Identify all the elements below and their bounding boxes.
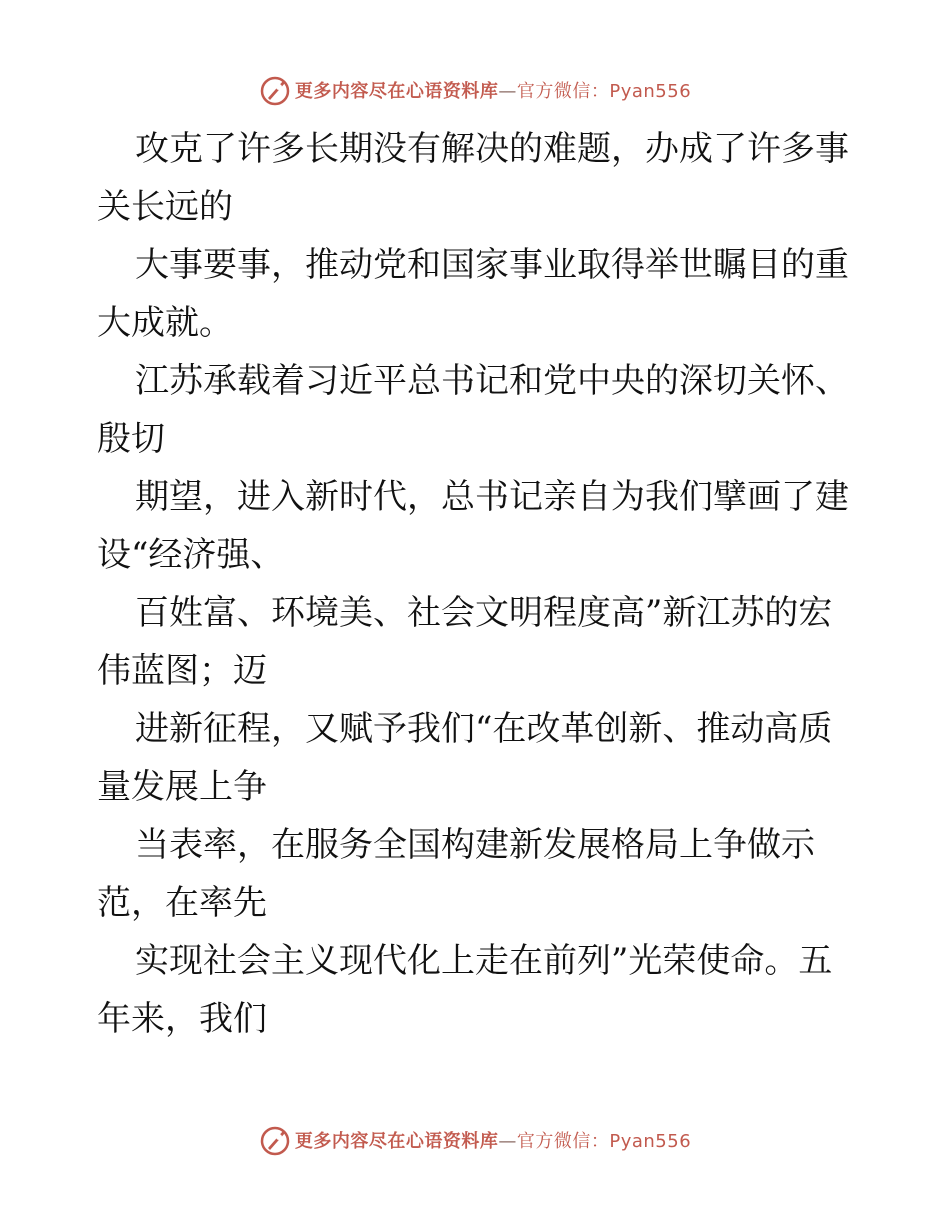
- quill-logo-icon: [259, 1124, 291, 1156]
- header-banner: [0, 70, 950, 110]
- text-line: 伟蓝图；迈: [97, 651, 267, 691]
- text-line: 攻克了许多长期没有解决的难题，办成了许多事: [135, 129, 849, 169]
- text-line: 设“经济强、: [97, 535, 285, 575]
- text-line: 量发展上争: [97, 767, 267, 807]
- header-separator: —: [498, 81, 517, 102]
- text-line: 百姓富、环境美、社会文明程度高”新江苏的宏: [135, 593, 833, 633]
- text-line: 实现社会主义现代化上走在前列”光荣使命。五: [135, 941, 833, 981]
- footer-banner: [0, 1120, 950, 1160]
- footer-banner-text: [295, 1127, 691, 1153]
- header-site-name: 更多内容尽在心语资料库: [294, 81, 499, 102]
- text-line: 大成就。: [97, 303, 233, 343]
- text-line: 范，在率先: [97, 883, 267, 923]
- text-line: 殷切: [97, 419, 165, 459]
- text-line: 大事要事，推动党和国家事业取得举世瞩目的重: [135, 245, 849, 285]
- text-line: 期望，进入新时代，总书记亲自为我们擘画了建: [135, 477, 849, 517]
- text-line: 年来，我们: [97, 999, 267, 1039]
- text-line: 江苏承载着习近平总书记和党中央的深切关怀、: [135, 361, 849, 401]
- text-line: 进新征程，又赋予我们“在改革创新、推动高质: [135, 709, 833, 749]
- header-contact: 官方微信：Pyan556: [516, 81, 692, 102]
- header-banner-text: [295, 77, 691, 103]
- footer-contact: 官方微信：Pyan556: [516, 1131, 692, 1152]
- footer-site-name: 更多内容尽在心语资料库: [294, 1131, 499, 1152]
- document-body: [97, 120, 857, 1048]
- text-line: 当表率，在服务全国构建新发展格局上争做示: [135, 825, 815, 865]
- text-line: 关长远的: [97, 187, 233, 227]
- quill-logo-icon: [259, 74, 291, 106]
- footer-separator: —: [498, 1131, 517, 1152]
